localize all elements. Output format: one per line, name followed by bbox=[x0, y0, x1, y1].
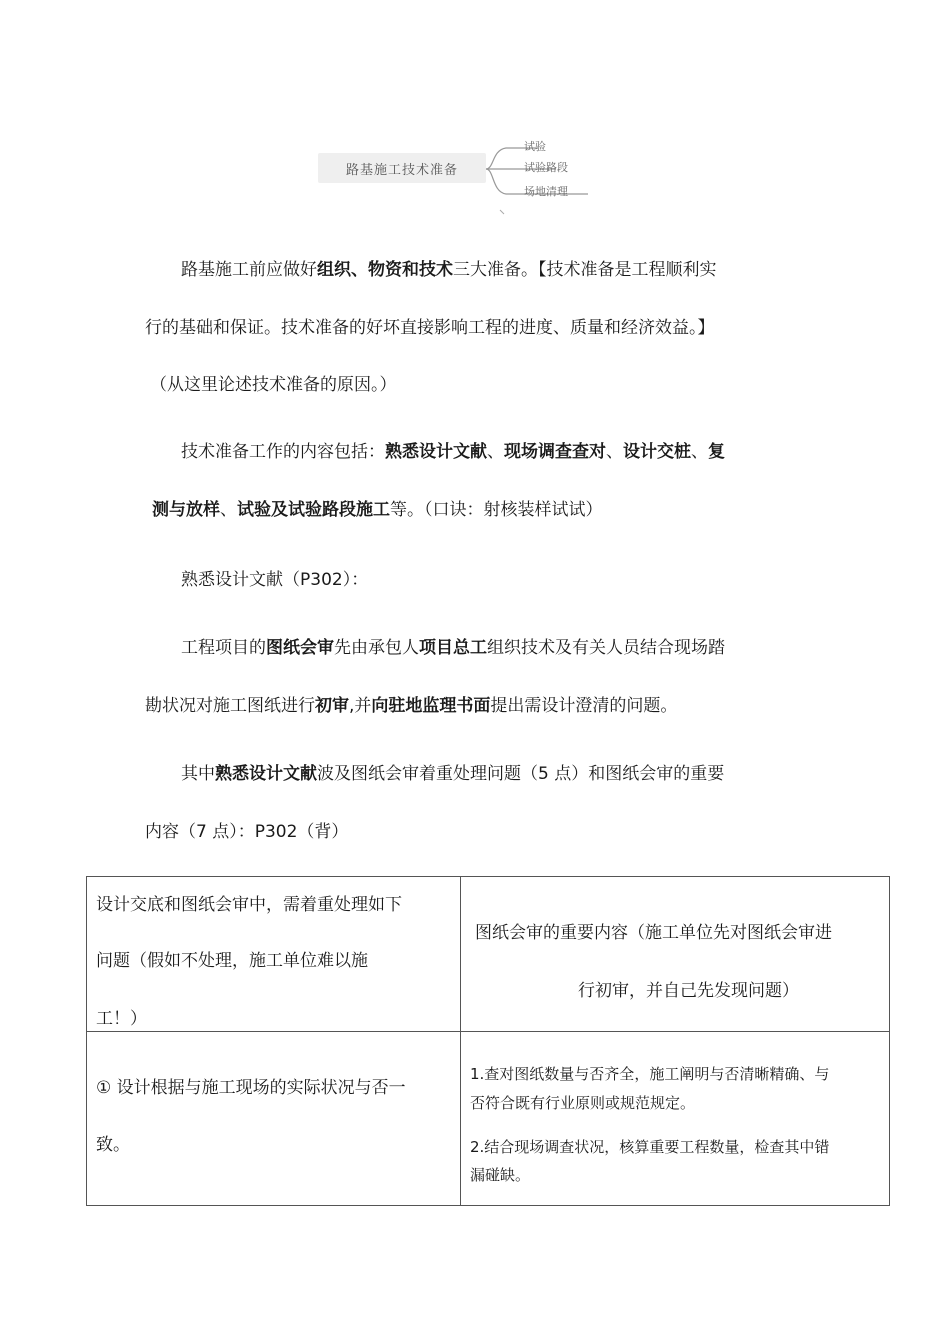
mindmap-diagram bbox=[318, 134, 608, 218]
bold-text: 设计交桩 bbox=[623, 442, 691, 462]
paragraph-2-line-1 bbox=[181, 440, 725, 464]
table-row-divider bbox=[87, 1031, 889, 1032]
bold-text: 测与放样 bbox=[152, 500, 220, 520]
text: 勘状况对施工图纸进行 bbox=[145, 696, 315, 716]
text: 技术准备工作的内容包括： bbox=[181, 442, 385, 462]
row1-right-line-4: 漏碰缺。 bbox=[470, 1166, 531, 1184]
row1-left-line-1: ① 设计根据与施工现场的实际状况与否一 bbox=[96, 1078, 406, 1098]
table-column-divider bbox=[460, 877, 461, 1205]
row1-right-line-3: 2.结合现场调查状况，核算重要工程数量，检查其中错 bbox=[470, 1138, 830, 1156]
header-right-line-1: 图纸会审的重要内容（施工单位先对图纸会审进 bbox=[475, 923, 832, 943]
mindmap-branch-2: 试验路段 bbox=[524, 161, 568, 174]
paragraph-5-line-1 bbox=[181, 762, 724, 786]
text: 路基施工前应做好 bbox=[181, 260, 317, 280]
paragraph-4-line-1 bbox=[181, 636, 725, 660]
header-left-line-2: 问题（假如不处理，施工单位难以施 bbox=[96, 951, 368, 971]
bold-text: 项目总工 bbox=[419, 638, 487, 658]
text: 组织技术及有关人员结合现场踏 bbox=[487, 638, 725, 658]
bold-text: 试验及试验路段施工 bbox=[237, 500, 390, 520]
paragraph-2-line-2 bbox=[152, 498, 603, 522]
paragraph-1-line-3: （从这里论述技术准备的原因。） bbox=[150, 375, 397, 395]
bold-text: 复 bbox=[708, 442, 725, 462]
text: 工程项目的 bbox=[181, 638, 266, 658]
text: 等。（口诀：射核装样试试） bbox=[390, 500, 603, 520]
bold-text: 现场调查查对 bbox=[504, 442, 606, 462]
bold-text: 熟悉设计文献 bbox=[215, 764, 317, 784]
header-left-line-3: 工！） bbox=[96, 1009, 147, 1029]
row1-right-line-2: 否符合既有行业原则或规范规定。 bbox=[470, 1094, 696, 1112]
bold-text: 熟悉设计文献 bbox=[385, 442, 487, 462]
row1-right-line-1: 1.查对图纸数量与否齐全，施工阐明与否清晰精确、与 bbox=[470, 1065, 830, 1083]
text: 、 bbox=[691, 442, 708, 462]
mindmap-branches bbox=[478, 134, 608, 218]
bold-text: 向驻地监理书面 bbox=[371, 696, 491, 716]
header-right-line-2: 行初审，并自己先发现问题） bbox=[578, 981, 799, 1001]
text: 先由承包人 bbox=[334, 638, 419, 658]
text: 、 bbox=[487, 442, 504, 462]
mindmap-branch-1: 试验 bbox=[524, 140, 546, 153]
bold-text: 图纸会审 bbox=[266, 638, 334, 658]
header-left-line-1: 设计交底和图纸会审中，需着重处理如下 bbox=[96, 895, 402, 915]
paragraph-1-line-1 bbox=[181, 258, 717, 282]
text: 其中 bbox=[181, 764, 215, 784]
paragraph-1-line-2: 行的基础和保证。技术准备的好坏直接影响工程的进度、质量和经济效益。】 bbox=[145, 318, 715, 338]
paragraph-5-line-2: 内容（7 点）：P302（背） bbox=[145, 822, 349, 842]
text: 三大准备。【技术准备是工程顺利实 bbox=[453, 260, 717, 280]
mindmap-branch-3: 场地清理 bbox=[524, 185, 568, 198]
paragraph-3: 熟悉设计文献（P302）： bbox=[181, 570, 369, 590]
mindmap-root: 路基施工技术准备 bbox=[318, 153, 486, 183]
row1-left-line-2: 致。 bbox=[96, 1135, 130, 1155]
text: 、 bbox=[606, 442, 623, 462]
text: 提出需设计澄清的问题。 bbox=[490, 696, 678, 716]
text: 波及图纸会审着重处理问题（5 点）和图纸会审的重要 bbox=[317, 764, 725, 784]
bold-text: 初审 bbox=[315, 696, 349, 716]
bold-text: 组织、物资和技术 bbox=[317, 260, 453, 280]
paragraph-4-line-2 bbox=[145, 694, 677, 718]
text: 、 bbox=[220, 500, 237, 520]
review-table bbox=[86, 876, 890, 1206]
text: ,并 bbox=[349, 696, 372, 716]
